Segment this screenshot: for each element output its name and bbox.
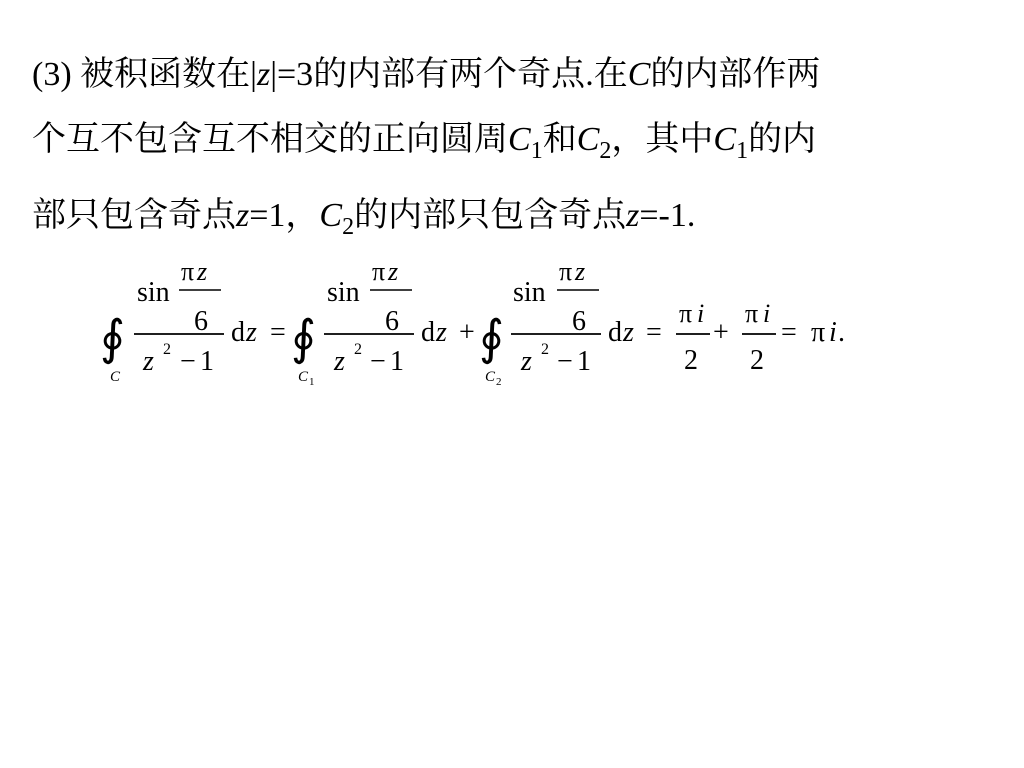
text-segment: |=3 [270,56,314,93]
one-value: 1 [577,346,591,377]
variable-c: C [713,121,737,158]
variable-c: C [576,121,600,158]
sin-label: sin [513,277,546,308]
part-label: (3) [32,56,81,93]
pi-symbol: π [679,299,693,328]
result-terms [676,299,845,376]
variable-c: C [627,56,651,93]
text-segment: 的内部有两个奇点 [313,54,586,94]
equals-sign: = [646,317,662,348]
pi-symbol: π [559,257,573,286]
integral-term-c2 [479,257,662,388]
text-segment: 的内 [748,119,817,159]
minus-sign: − [180,346,196,377]
differential-d: d [231,317,245,348]
integral-term-c1 [291,257,475,388]
variable-c: C [319,197,343,234]
final-period: . [838,317,845,348]
one-value: 1 [390,346,404,377]
plus-sign: + [459,317,475,348]
pi-symbol: π [372,257,386,286]
equals-sign: = [270,317,286,348]
variable-z: z [334,346,345,377]
equals-sign: = [781,317,797,348]
contour-subscript: 2 [496,376,502,388]
subscript: 1 [736,138,749,164]
variable-i: i [763,299,771,328]
sin-label: sin [137,277,170,308]
contour-label: C [298,369,309,385]
sin-label: sin [327,277,360,308]
pi-symbol: π [811,317,826,348]
text-segment: 部只包含奇点 [32,195,236,235]
contour-subscript: 1 [309,376,315,388]
subscript: 2 [599,138,612,164]
text-segment: =-1. [639,197,696,234]
minus-sign: − [557,346,573,377]
exponent: 2 [541,341,549,358]
variable-z: z [521,346,532,377]
text-segment: ，其中 [611,119,714,159]
variable-z: z [197,257,208,286]
variable-z: z [623,317,634,348]
contour-integral-sign: ∮ [479,312,505,365]
two-value: 2 [750,345,764,376]
text-segment: ， [285,195,320,235]
abs-bar: | [250,56,257,93]
integral-term-c [100,257,286,385]
six-value: 6 [572,306,586,337]
pi-symbol: π [181,257,195,286]
text-segment: 个互不包含互不相交的正向圆周 [32,119,508,159]
plus-sign: + [713,317,729,348]
text-segment: 和 [542,119,577,159]
variable-z: z [626,197,640,234]
variable-c: C [508,121,531,158]
pi-symbol: π [745,299,759,328]
variable-i: i [697,299,705,328]
subscript: 2 [342,214,355,240]
exponent: 2 [163,341,171,358]
text-segment: =1 [249,197,286,234]
text-segment: 的内部作两 [650,54,821,94]
contour-label: C [110,369,121,385]
one-value: 1 [200,346,214,377]
contour-integral-sign: ∮ [291,312,317,365]
contour-label: C [485,369,496,385]
variable-i: i [829,317,837,348]
variable-z: z [236,197,250,234]
subscript: 1 [530,138,543,164]
exponent: 2 [354,341,362,358]
two-value: 2 [684,345,698,376]
variable-z: z [388,257,399,286]
six-value: 6 [194,306,208,337]
contour-integral-sign: ∮ [100,312,126,365]
six-value: 6 [385,306,399,337]
differential-d: d [608,317,622,348]
text-segment: 被积函数在 [80,54,251,94]
minus-sign: − [370,346,386,377]
differential-d: d [421,317,435,348]
variable-z: z [246,317,257,348]
variable-z: z [436,317,447,348]
variable-z: z [143,346,154,377]
text-segment: 的内部只包含奇点 [354,195,627,235]
text-period: . [585,56,594,93]
variable-z: z [575,257,586,286]
variable-z: z [256,56,271,93]
text-segment: 在 [593,54,628,94]
